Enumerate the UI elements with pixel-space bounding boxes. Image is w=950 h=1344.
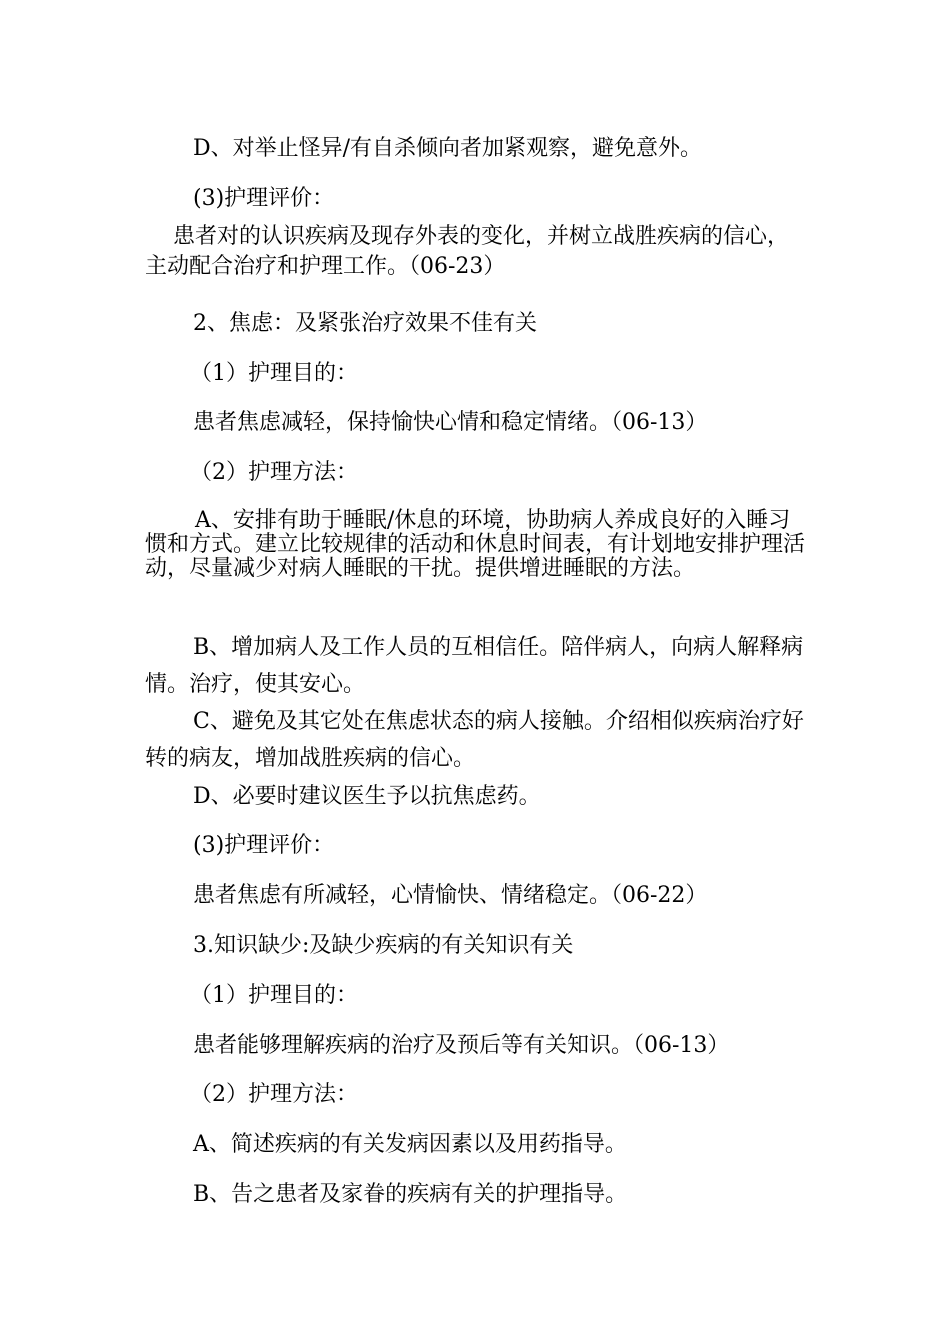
- heading-nursing-evaluation-2: (3)护理评价：: [193, 833, 335, 858]
- paragraph-method-d: D、必要时建议医生予以抗焦虑药。: [193, 784, 541, 809]
- paragraph-method-a: A、安排有助于睡眠/休息的环境，协助病人养成良好的入睡习惯和方式。建立比较规律的活动和休息时间表，有计划地安排护理活动，尽量减少对病人睡眠的干扰。提供增进睡眠的方法。: [145, 508, 806, 581]
- paragraph-goal-anxiety: 患者焦虑减轻，保持愉快心情和稳定情绪。（06-13）: [193, 410, 708, 435]
- heading-nursing-goal-1: （1）护理目的：: [190, 361, 358, 386]
- paragraph-goal-knowledge: 患者能够理解疾病的治疗及预后等有关知识。（06-13）: [193, 1033, 730, 1058]
- paragraph-knowledge-a: A、简述疾病的有关发病因素以及用药指导。: [193, 1132, 627, 1157]
- paragraph-d-observation: D、对举止怪异/有自杀倾向者加紧观察，避免意外。: [193, 136, 703, 161]
- heading-nursing-method-2: （2）护理方法：: [190, 1082, 358, 1107]
- heading-anxiety: 2、焦虑：及紧张治疗效果不佳有关: [193, 311, 537, 336]
- heading-nursing-goal-2: （1）护理目的：: [190, 983, 358, 1008]
- heading-nursing-evaluation-1: (3)护理评价：: [193, 186, 335, 211]
- paragraph-method-c: C、避免及其它处在焦虑状态的病人接触。介绍相似疾病治疗好转的病友，增加战胜疾病的信心。: [145, 709, 804, 771]
- paragraph-knowledge-b: B、告之患者及家眷的疾病有关的护理指导。: [193, 1182, 628, 1207]
- heading-nursing-method-1: （2）护理方法：: [190, 460, 358, 485]
- paragraph-evaluation-2: 患者焦虑有所减轻，心情愉快、情绪稳定。（06-22）: [193, 883, 708, 908]
- paragraph-evaluation-1: 患者对的认识疾病及现存外表的变化，并树立战胜疾病的信心，主动配合治疗和护理工作。（06-23）: [145, 224, 790, 279]
- heading-knowledge-deficit: 3.知识缺少:及缺少疾病的有关知识有关: [193, 933, 574, 958]
- paragraph-method-b: B、增加病人及工作人员的互相信任。陪伴病人，向病人解释病情。治疗，使其安心。: [145, 635, 804, 697]
